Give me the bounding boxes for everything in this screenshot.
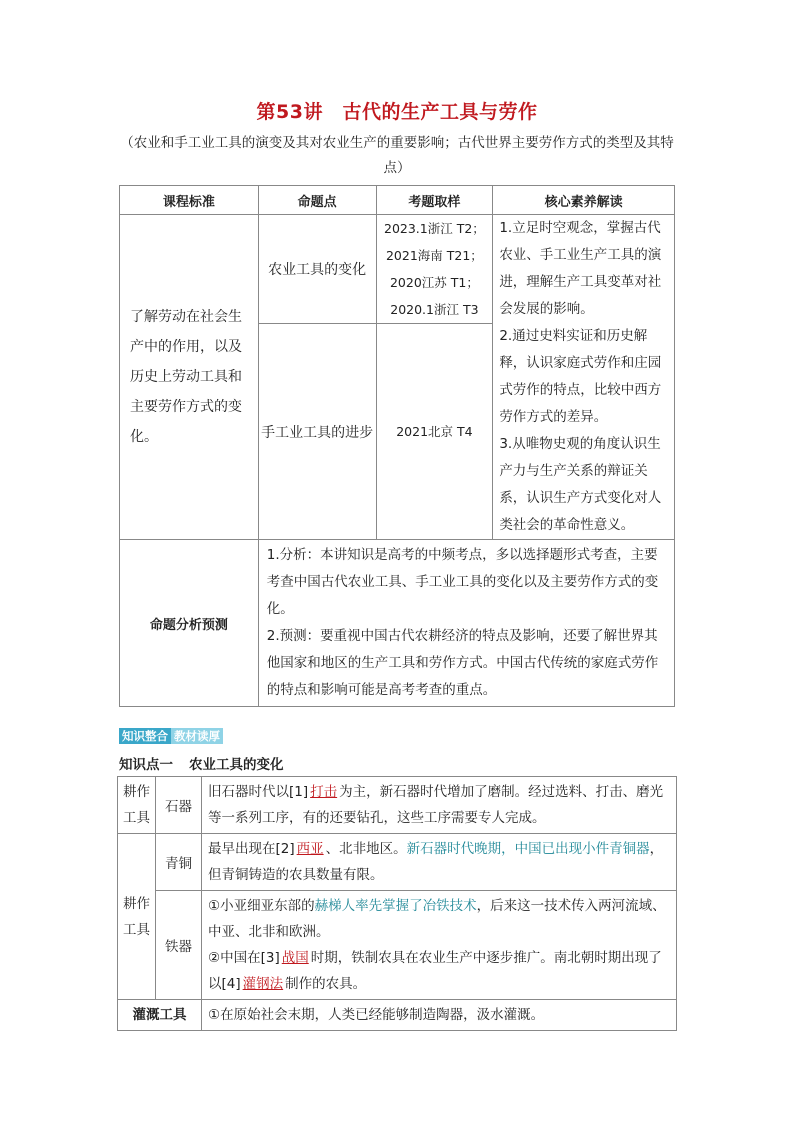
core-item: 1.立足时空观念，掌握古代农业、手工业生产工具的演进，理解生产工具变革对社会发展的影响。 — [499, 220, 662, 317]
prediction-item: 2.预测：要重视中国古代农耕经济的特点及影响，还要了解世界其他国家和地区的生产工具和劳作方式。中国古代传统的家庭式劳作的特点和影响可能是高考考查的重点。 — [266, 628, 659, 698]
header-cell: 考题取样 — [376, 186, 493, 215]
topic-point: 手工业工具的进步 — [258, 324, 376, 540]
iron-description — [202, 891, 677, 1000]
exam-example: 2021海南 T21； — [385, 248, 483, 264]
exam-example: 2023.1浙江 T2； — [384, 221, 485, 237]
overview-row — [120, 215, 675, 324]
section-tag — [119, 728, 223, 744]
iron-item: ②中国在[3] 战国 时期，铁制农具在农业生产中逐步推广。南北朝时期出现了以[4] 灌钢法 制作的农具。 — [208, 950, 662, 992]
knowledge-point-heading — [119, 753, 284, 773]
prediction-content — [258, 540, 674, 707]
tools-row-stone — [118, 777, 677, 834]
bronze-description: 最早出现在[2] 西亚 、北非地区。新石器时代晚期，中国已出现小件青铜器，但青铜铸造的农具数量有限。 — [202, 834, 677, 891]
exam-example: 2021北京 T4 — [396, 424, 473, 440]
section-tag-secondary: 教材读厚 — [171, 728, 223, 744]
knowledge-point-label: 知识点一 — [119, 757, 173, 773]
knowledge-point-title: 农业工具的变化 — [189, 757, 284, 773]
header-cell: 课程标准 — [120, 186, 259, 215]
prediction-label: 命题分析预测 — [120, 540, 259, 707]
tools-row-irrigation — [118, 1000, 677, 1031]
core-literacy — [493, 215, 675, 540]
exam-examples — [376, 215, 493, 324]
overview-header-row — [120, 186, 675, 215]
prediction-row — [120, 540, 675, 707]
highlight-text: 赫梯人率先掌握了冶铁技术 — [314, 898, 477, 914]
section-tag-primary: 知识整合 — [119, 728, 171, 744]
answer-blank: 西亚 — [296, 841, 324, 857]
stone-description: 旧石器时代以[1] 打击 为主，新石器时代增加了磨制。经过选料、打击、磨光等一系列工序，有的还要钻孔，这些工序需要专人完成。 — [202, 777, 677, 834]
exam-example: 2020.1浙江 T3 — [390, 302, 479, 318]
iron-item: ①小亚细亚东部的赫梯人率先掌握了冶铁技术，后来这一技术传入两河流域、中亚、北非和欧洲。 — [208, 898, 666, 940]
overview-table — [119, 185, 675, 707]
material-label: 石器 — [156, 777, 202, 834]
prediction-item: 1.分析：本讲知识是高考的中频考点，多以选择题形式考查，主要考查中国古代农业工具、手工业工具的变化以及主要劳作方式的变化。 — [266, 547, 659, 617]
category-cell: 耕作工具 — [118, 777, 156, 834]
tools-table — [117, 776, 677, 1031]
exam-example: 2020江苏 T1； — [389, 275, 479, 291]
material-label: 青铜 — [156, 834, 202, 891]
answer-blank: 灌钢法 — [242, 976, 284, 992]
answer-blank: 战国 — [281, 950, 309, 966]
tools-row-iron — [118, 891, 677, 1000]
core-item: 3.从唯物史观的角度认识生产力与生产关系的辩证关系，认识生产方式变化对人类社会的革命性意义。 — [499, 436, 662, 533]
header-cell: 核心素养解读 — [493, 186, 675, 215]
material-label: 铁器 — [156, 891, 202, 1000]
page-subtitle: （农业和手工业工具的演变及其对农业生产的重要影响；古代世界主要劳作方式的类型及其特点） — [120, 135, 674, 176]
category-cell: 耕作工具 — [118, 834, 156, 1000]
highlight-text: 新石器时代晚期，中国已出现小件青铜器 — [406, 841, 650, 857]
page-title: 第53讲 古代的生产工具与劳作 — [256, 101, 538, 123]
answer-blank: 打击 — [310, 784, 338, 800]
course-standard: 了解劳动在社会生产中的作用，以及历史上劳动工具和主要劳作方式的变化。 — [120, 215, 259, 540]
header-cell: 命题点 — [258, 186, 376, 215]
exam-examples — [376, 324, 493, 540]
irrigation-description: ①在原始社会末期，人类已经能够制造陶器，汲水灌溉。 — [202, 1000, 677, 1031]
core-item: 2.通过史料实证和历史解释，认识家庭式劳作和庄园式劳作的特点，比较中西方劳作方式的差异。 — [499, 328, 662, 425]
tools-row-bronze — [118, 834, 677, 891]
category-cell: 灌溉工具 — [118, 1000, 202, 1031]
topic-point: 农业工具的变化 — [258, 215, 376, 324]
